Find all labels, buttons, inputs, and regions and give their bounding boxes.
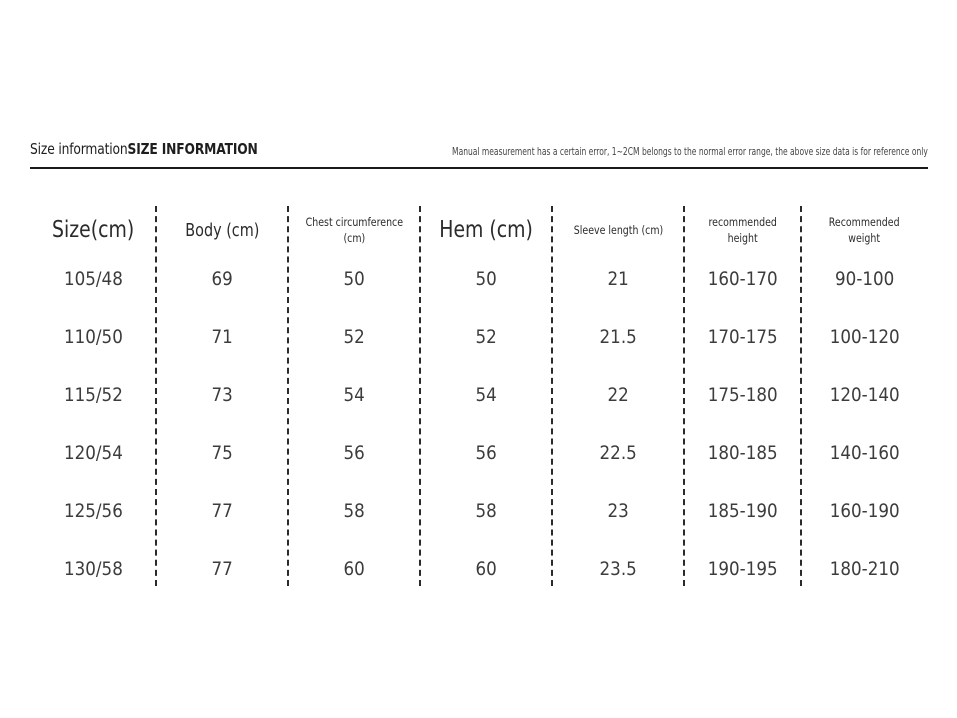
table-cell-hem: [420, 554, 552, 584]
table-cell-size: [30, 264, 156, 294]
table-cell-body: [156, 380, 288, 410]
column-header-label: Chest circumference (cm): [305, 215, 403, 245]
measurement-note: Manual measurement has a certain error, 1~2CM belongs to the normal error range, the above size data is for reference only: [452, 146, 928, 158]
table-cell-body: [156, 264, 288, 294]
column-header-label: Hem (cm): [439, 217, 533, 244]
table-cell-value: 54: [343, 384, 365, 406]
column-header-weight: [801, 200, 928, 262]
table-cell-value: 77: [211, 558, 233, 580]
column-divider: [155, 206, 157, 586]
table-cell-value: 23: [607, 500, 629, 522]
table-cell-value: 21: [607, 268, 629, 290]
column-hem: [420, 200, 552, 590]
table-cell-size: [30, 496, 156, 526]
table-cell-value: 52: [343, 326, 365, 348]
table-cell-value: 60: [475, 558, 497, 580]
column-header-body: [156, 200, 288, 262]
column-header-label: Sleeve length (cm): [573, 223, 663, 238]
title-uppercase: SIZE INFORMATION: [127, 140, 258, 158]
table-cell-value: 180-185: [707, 442, 778, 464]
table-cell-value: 56: [475, 442, 497, 464]
table-cell-chest: [288, 322, 420, 352]
table-cell-chest: [288, 264, 420, 294]
column-header-sleeve: [552, 200, 684, 262]
table-cell-value: 22: [607, 384, 629, 406]
column-header-label: Size(cm): [51, 217, 135, 244]
table-cell-hem: [420, 438, 552, 468]
table-cell-body: [156, 496, 288, 526]
table-cell-value: 73: [211, 384, 233, 406]
column-body: [156, 200, 288, 590]
table-cell-size: [30, 322, 156, 352]
table-cell-chest: [288, 554, 420, 584]
table-cell-value: 175-180: [707, 384, 778, 406]
table-cell-chest: [288, 380, 420, 410]
column-header-hem: [420, 200, 552, 262]
column-weight: [801, 200, 928, 590]
column-header-size: [30, 200, 156, 262]
table-cell-value: 75: [211, 442, 233, 464]
table-cell-value: 120/54: [63, 442, 123, 464]
table-cell-sleeve: [552, 380, 684, 410]
column-divider: [419, 206, 421, 586]
table-cell-weight: [801, 380, 928, 410]
table-cell-value: 160-170: [707, 268, 778, 290]
table-cell-sleeve: [552, 322, 684, 352]
table-cell-height: [684, 322, 801, 352]
table-cell-weight: [801, 438, 928, 468]
table-cell-value: 71: [211, 326, 233, 348]
table-cell-value: 77: [211, 500, 233, 522]
table-cell-height: [684, 438, 801, 468]
header-divider-line: [30, 167, 928, 169]
column-divider: [800, 206, 802, 586]
column-header-label: Recommended weight: [829, 215, 900, 245]
table-cell-value: 69: [211, 268, 233, 290]
table-cell-weight: [801, 264, 928, 294]
column-divider: [683, 206, 685, 586]
table-cell-chest: [288, 438, 420, 468]
size-table: [30, 200, 928, 590]
table-cell-body: [156, 554, 288, 584]
table-cell-body: [156, 322, 288, 352]
table-cell-value: 100-120: [829, 326, 900, 348]
table-cell-hem: [420, 380, 552, 410]
table-cell-value: 160-190: [829, 500, 900, 522]
column-header-height: [684, 200, 801, 262]
table-cell-value: 180-210: [829, 558, 900, 580]
table-cell-height: [684, 380, 801, 410]
table-cell-value: 190-195: [707, 558, 778, 580]
table-cell-size: [30, 438, 156, 468]
table-cell-value: 90-100: [834, 268, 895, 290]
table-cell-sleeve: [552, 438, 684, 468]
size-info-header: [30, 138, 928, 168]
table-cell-height: [684, 554, 801, 584]
table-cell-value: 52: [475, 326, 497, 348]
column-header-label: Body (cm): [184, 219, 260, 241]
table-cell-value: 50: [343, 268, 365, 290]
column-divider: [287, 206, 289, 586]
page-title: [30, 140, 258, 158]
table-cell-value: 120-140: [829, 384, 900, 406]
table-cell-value: 125/56: [63, 500, 123, 522]
table-cell-sleeve: [552, 554, 684, 584]
column-sleeve: [552, 200, 684, 590]
table-cell-height: [684, 264, 801, 294]
column-size: [30, 200, 156, 590]
table-cell-sleeve: [552, 264, 684, 294]
table-cell-weight: [801, 322, 928, 352]
table-cell-size: [30, 380, 156, 410]
table-cell-value: 58: [475, 500, 497, 522]
table-cell-value: 54: [475, 384, 497, 406]
table-cell-value: 50: [475, 268, 497, 290]
table-cell-value: 22.5: [599, 442, 637, 464]
table-cell-chest: [288, 496, 420, 526]
column-header-chest: [288, 200, 420, 262]
column-height: [684, 200, 801, 590]
table-cell-value: 115/52: [63, 384, 123, 406]
column-header-label: recommended height: [708, 215, 777, 245]
table-cell-value: 130/58: [63, 558, 123, 580]
table-cell-value: 58: [343, 500, 365, 522]
column-divider: [551, 206, 553, 586]
table-cell-sleeve: [552, 496, 684, 526]
table-cell-value: 170-175: [707, 326, 778, 348]
table-cell-weight: [801, 496, 928, 526]
table-cell-body: [156, 438, 288, 468]
title-english: Size information: [30, 140, 128, 158]
table-cell-value: 60: [343, 558, 365, 580]
table-cell-hem: [420, 496, 552, 526]
table-cell-hem: [420, 322, 552, 352]
column-chest: [288, 200, 420, 590]
table-cell-value: 21.5: [599, 326, 637, 348]
table-cell-value: 23.5: [599, 558, 637, 580]
table-cell-value: 56: [343, 442, 365, 464]
table-cell-height: [684, 496, 801, 526]
table-cell-value: 105/48: [63, 268, 123, 290]
table-cell-hem: [420, 264, 552, 294]
table-cell-value: 185-190: [707, 500, 778, 522]
table-cell-value: 140-160: [829, 442, 900, 464]
table-cell-size: [30, 554, 156, 584]
table-cell-value: 110/50: [63, 326, 123, 348]
table-cell-weight: [801, 554, 928, 584]
